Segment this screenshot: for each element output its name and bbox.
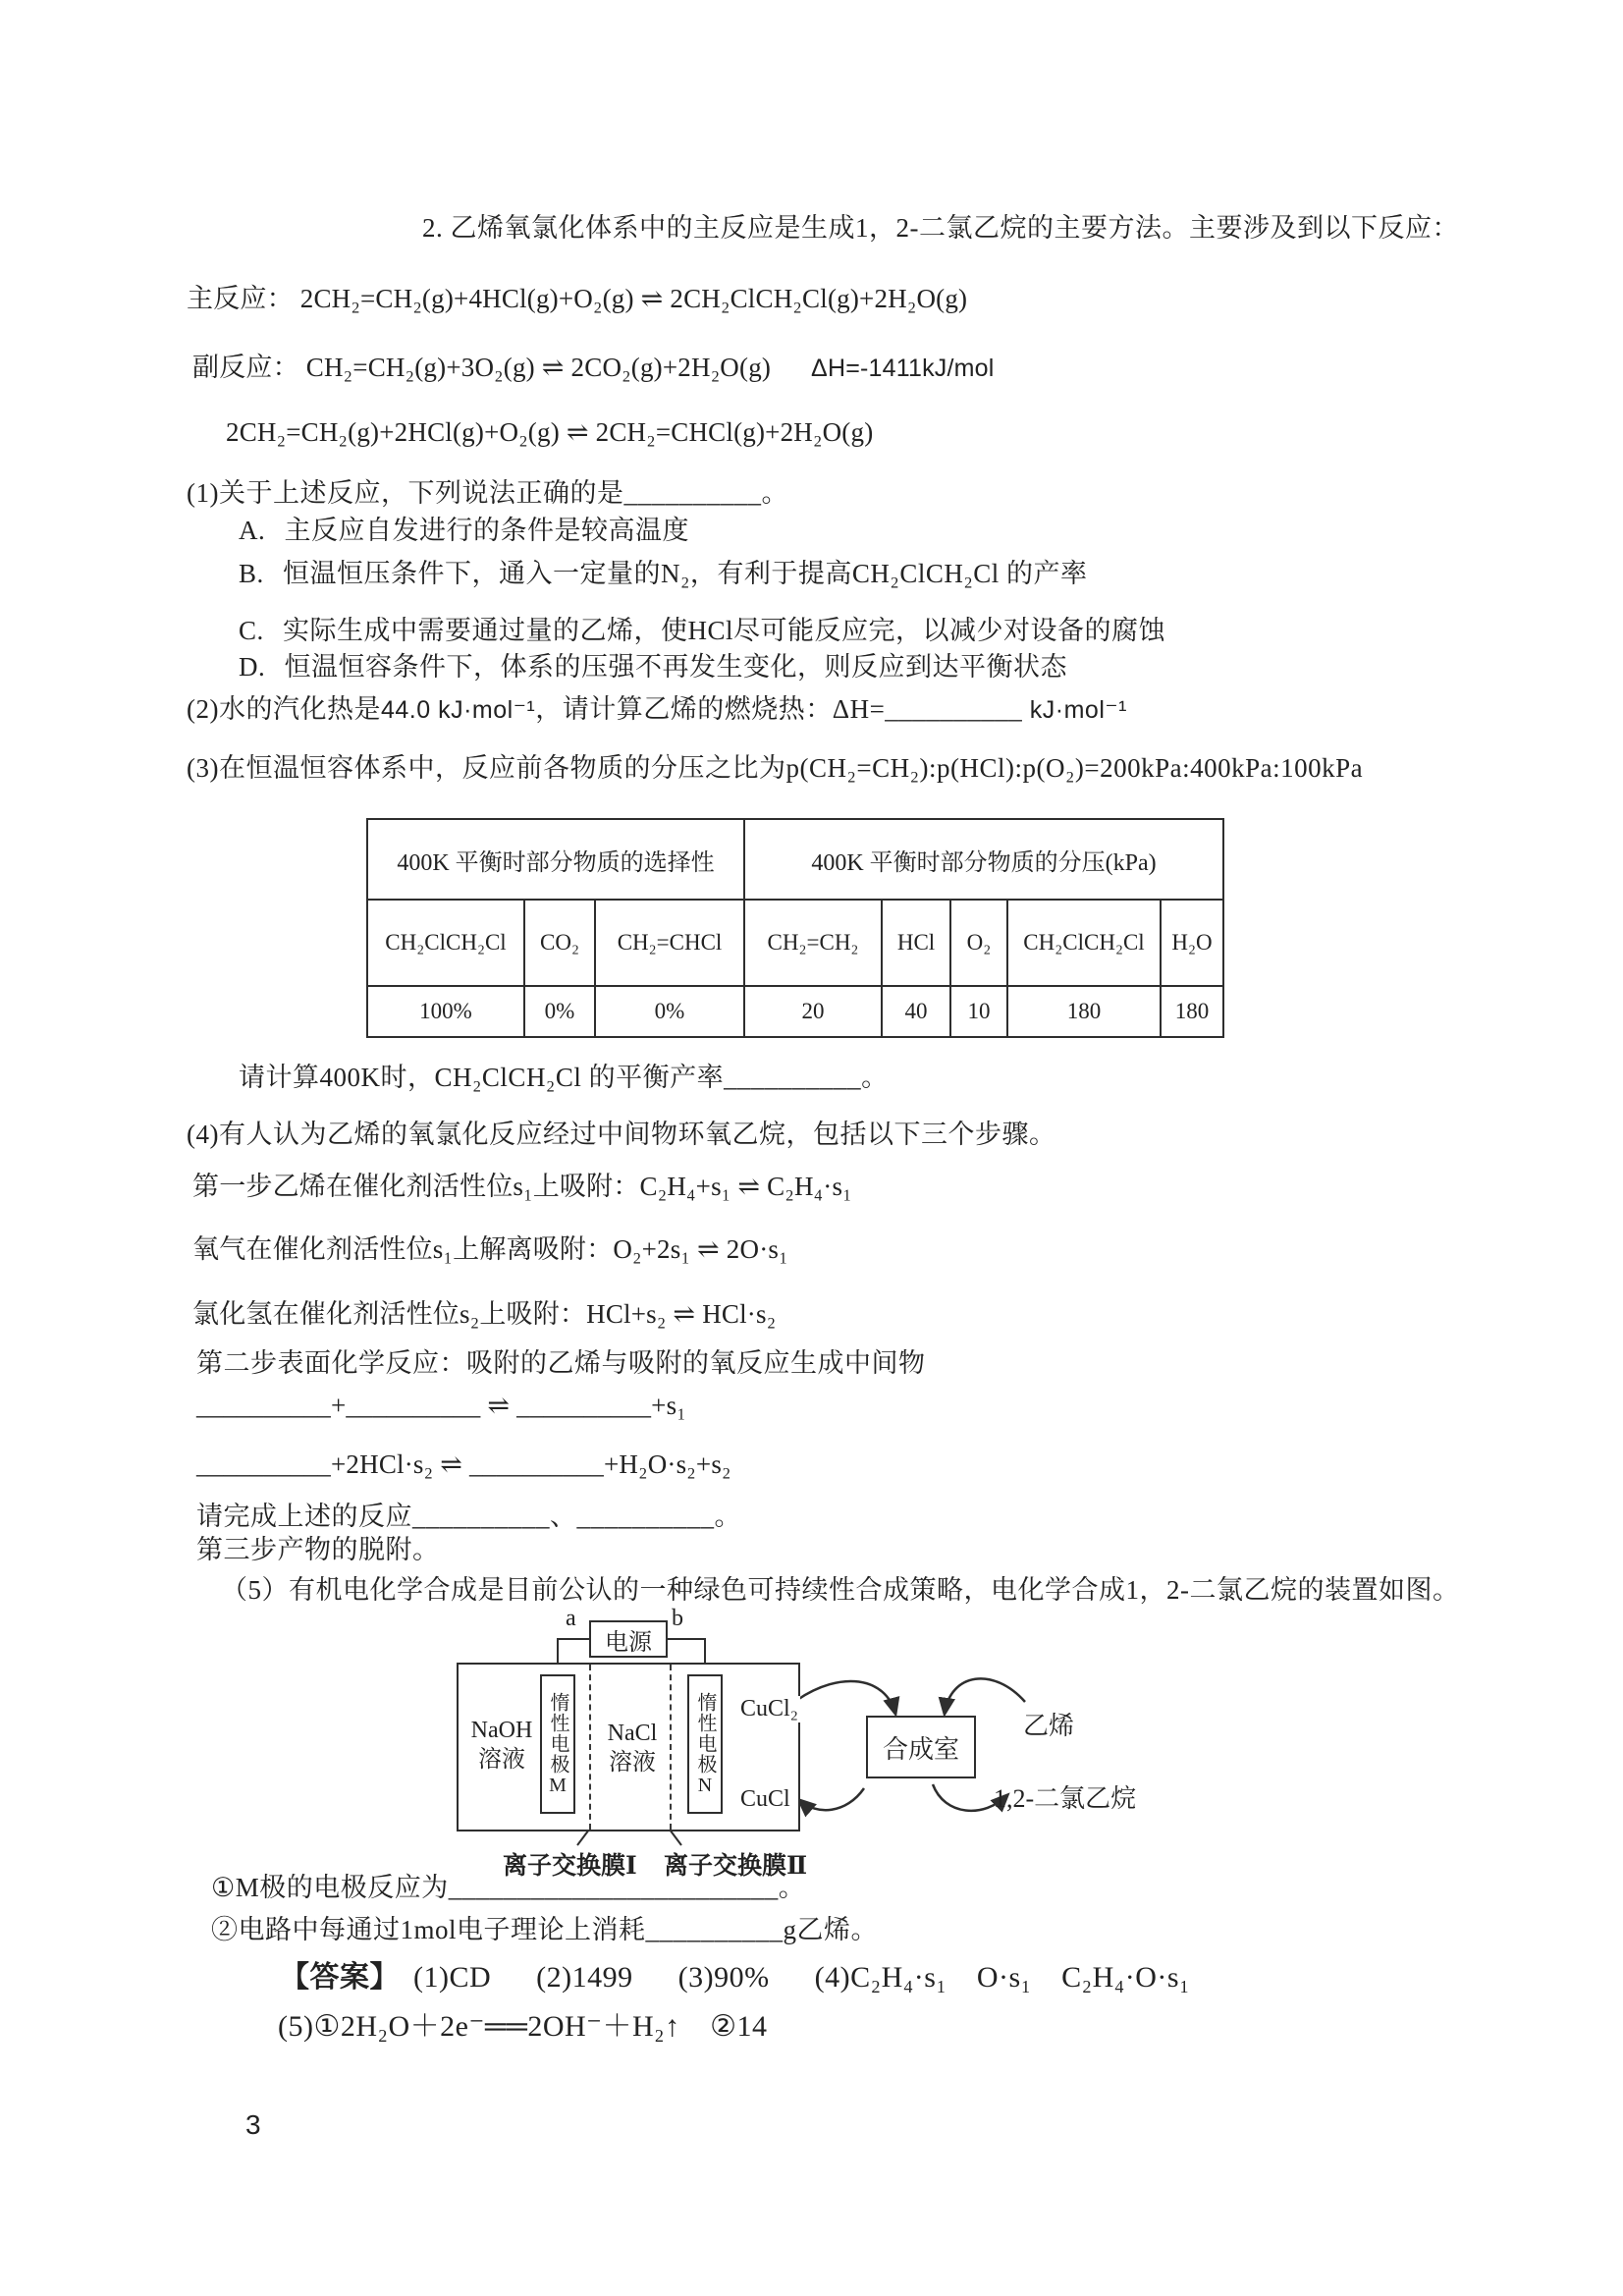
option-b-text: 恒温恒压条件下，通入一定量的N₂，有利于提高CH₂ClCH₂Cl 的产率 <box>283 559 1088 588</box>
answer-5: (5)①2H₂O＋2e⁻══2OH⁻＋H₂↑ ②14 <box>278 2010 768 2043</box>
arrow-cucl2-to-chamber <box>797 1681 895 1714</box>
side-reaction-label: 副反应： <box>192 353 299 382</box>
question-1-option-c <box>239 609 1165 647</box>
question-4-step3: 第三步产物的脱附。 <box>196 1535 440 1564</box>
species-cell: CH₂ClCH₂Cl <box>1007 900 1161 986</box>
question-2 <box>187 687 1127 726</box>
option-c-label: C. <box>239 616 264 645</box>
answer-3: (3)90% <box>677 1961 770 1994</box>
answer-4: (4)C₂H₄·s₁ O·s₁ C₂H₄·O·s₁ <box>814 1961 1190 1994</box>
value-cell: 180 <box>1161 986 1223 1037</box>
nacl-line1: NaCl <box>607 1721 658 1746</box>
species-cell: CH₂ClCH₂Cl <box>367 900 524 986</box>
value-cell: 0% <box>524 986 595 1037</box>
option-d-label: D. <box>239 652 266 682</box>
species-cell: CO₂ <box>524 900 595 986</box>
ion-exchange-membrane-1-label: 离子交换膜Ⅰ <box>503 1853 637 1880</box>
synthesis-chamber-label: 合成室 <box>882 1734 959 1764</box>
power-source-label: 电源 <box>605 1629 652 1656</box>
species-cell: O₂ <box>950 900 1007 986</box>
question-4-step1a: 第一步乙烯在催化剂活性位s₁上吸附：C₂H₄+s₁ ⇌ C₂H₄·s₁ <box>192 1172 852 1201</box>
option-d-text: 恒温恒容条件下，体系的压强不再发生变化，则反应到达平衡状态 <box>284 652 1067 682</box>
option-c-text: 实际生成中需要通过量的乙烯，使HCl尽可能反应完，以减少对设备的腐蚀 <box>283 616 1166 645</box>
value-cell: 20 <box>744 986 882 1037</box>
side-reaction-enthalpy: ΔH=-1411kJ/mol <box>811 355 995 382</box>
value-cell: 40 <box>882 986 950 1037</box>
question-4-stem: (4)有人认为乙烯的氧氯化反应经过中间物环氧乙烷，包括以下三个步骤。 <box>187 1120 1056 1149</box>
terminal-b-label: b <box>672 1606 683 1631</box>
cucl-label: CuCl <box>740 1786 790 1812</box>
question-3-ask: 请计算400K时，CH₂ClCH₂Cl 的平衡产率__________。 <box>239 1063 889 1092</box>
ion-exchange-membrane-2-label: 离子交换膜Ⅱ <box>664 1853 808 1880</box>
species-cell: H₂O <box>1161 900 1223 986</box>
value-cell: 180 <box>1007 986 1161 1037</box>
side-reaction-equation: CH₂=CH₂(g)+3O₂(g) ⇌ 2CO₂(g)+2H₂O(g) <box>305 353 772 382</box>
third-reaction-equation: 2CH₂=CH₂(g)+2HCl(g)+O₂(g) ⇌ 2CH₂=CHCl(g)+2H₂O(g) <box>226 417 874 447</box>
species-cell: CH₂=CH₂ <box>744 900 882 986</box>
ethylene-label: 乙烯 <box>1023 1712 1075 1740</box>
arrow-ethylene-to-chamber <box>945 1678 1025 1714</box>
inert-electrode-n: 惰性电极N <box>687 1674 723 1814</box>
main-reaction <box>187 277 967 315</box>
question-3-stem: (3)在恒温恒容体系中，反应前各物质的分压之比为p(CH₂=CH₂):p(HCl):p(O₂)=200kPa:400kPa:100kPa <box>187 753 1364 783</box>
table-group-selectivity: 400K 平衡时部分物质的选择性 <box>367 819 744 900</box>
answer-2: (2)1499 <box>536 1961 633 1994</box>
question-5-stem: （5）有机电化学合成是目前公认的一种绿色可持续性合成策略，电化学合成1，2-二氯乙烷的装置如图。 <box>221 1575 1460 1605</box>
value-cell: 100% <box>367 986 524 1037</box>
side-reaction <box>192 346 995 384</box>
question-5-sub2: ②电路中每通过1mol电子理论上消耗__________g乙烯。 <box>211 1915 879 1944</box>
nacl-solution-label <box>599 1719 666 1777</box>
question-4-step1c: 氯化氢在催化剂活性位s₂上吸附：HCl+s₂ ⇌ HCl·s₂ <box>192 1299 777 1329</box>
answer-line-1 <box>280 1952 1227 1995</box>
option-b-label: B. <box>239 559 264 588</box>
naoh-line1: NaOH <box>470 1718 533 1743</box>
equilibrium-table <box>366 818 1224 1038</box>
arrow-chamber-to-cucl <box>799 1788 864 1810</box>
answer-label: 【答案】 <box>280 1961 400 1994</box>
question-2-value: 44.0 kJ·mol⁻¹ <box>380 696 536 724</box>
question-2-pre: (2)水的汽化热是 <box>187 694 381 724</box>
product-label: 1,2-二氯乙烷 <box>994 1784 1137 1813</box>
species-cell: HCl <box>882 900 950 986</box>
page-number: 3 <box>245 2109 262 2140</box>
question-2-unit: kJ·mol⁻¹ <box>1022 696 1127 724</box>
question-4-complete: 请完成上述的反应__________、__________。 <box>196 1502 741 1531</box>
answer-line-2 <box>278 2001 805 2045</box>
question-2-mid: ，请计算乙烯的燃烧热：ΔH=__________ <box>535 694 1023 724</box>
species-cell: CH₂=CHCl <box>595 900 744 986</box>
naoh-solution-label <box>465 1716 538 1775</box>
table-row <box>367 986 1223 1037</box>
answer-1: (1)CD <box>413 1961 492 1994</box>
ion-exchange-membrane-2-line <box>670 1665 672 1830</box>
terminal-a-label: a <box>566 1606 576 1631</box>
value-cell: 0% <box>595 986 744 1037</box>
question-1-option-b <box>239 552 1088 590</box>
inert-electrode-m: 惰性电极M <box>540 1674 575 1814</box>
main-reaction-label: 主反应： <box>187 284 294 313</box>
main-reaction-equation: 2CH₂=CH₂(g)+4HCl(g)+O₂(g) ⇌ 2CH₂ClCH₂Cl(g)+2H₂O(g) <box>299 284 968 313</box>
question-4-step1b: 氧气在催化剂活性位s₁上解离吸附：O₂+2s₁ ⇌ 2O·s₁ <box>192 1234 788 1264</box>
option-a-label: A. <box>239 516 266 545</box>
cucl2-label: CuCl₂ <box>740 1696 799 1722</box>
power-source-box <box>589 1620 668 1658</box>
table-group-pressure: 400K 平衡时部分物质的分压(kPa) <box>744 819 1223 900</box>
question-4-blank-equation-2: __________+2HCl·s₂ ⇌ __________+H₂O·s₂+s₂ <box>196 1449 731 1479</box>
synthesis-chamber-box <box>866 1716 976 1778</box>
nacl-line2: 溶液 <box>609 1750 656 1776</box>
intro-sentence: 2. 乙烯氧氯化体系中的主反应是生成1，2-二氯乙烷的主要方法。主要涉及到以下反应： <box>422 213 1459 243</box>
question-1-option-a <box>239 509 689 547</box>
question-1-stem: (1)关于上述反应，下列说法正确的是__________。 <box>187 478 788 508</box>
naoh-line2: 溶液 <box>478 1747 525 1773</box>
table-row <box>367 900 1223 986</box>
question-4-step2: 第二步表面化学反应：吸附的乙烯与吸附的氧反应生成中间物 <box>196 1348 926 1378</box>
question-4-blank-equation-1: __________+__________ ⇌ __________+s₁ <box>196 1391 686 1420</box>
question-1-option-d <box>239 645 1067 683</box>
electrolysis-diagram <box>442 1606 1208 1881</box>
ion-exchange-membrane-1-line <box>589 1665 591 1830</box>
option-a-text: 主反应自发进行的条件是较高温度 <box>284 516 689 545</box>
value-cell: 10 <box>950 986 1007 1037</box>
question-5-sub1: ①M极的电极反应为________________________。 <box>211 1873 806 1902</box>
